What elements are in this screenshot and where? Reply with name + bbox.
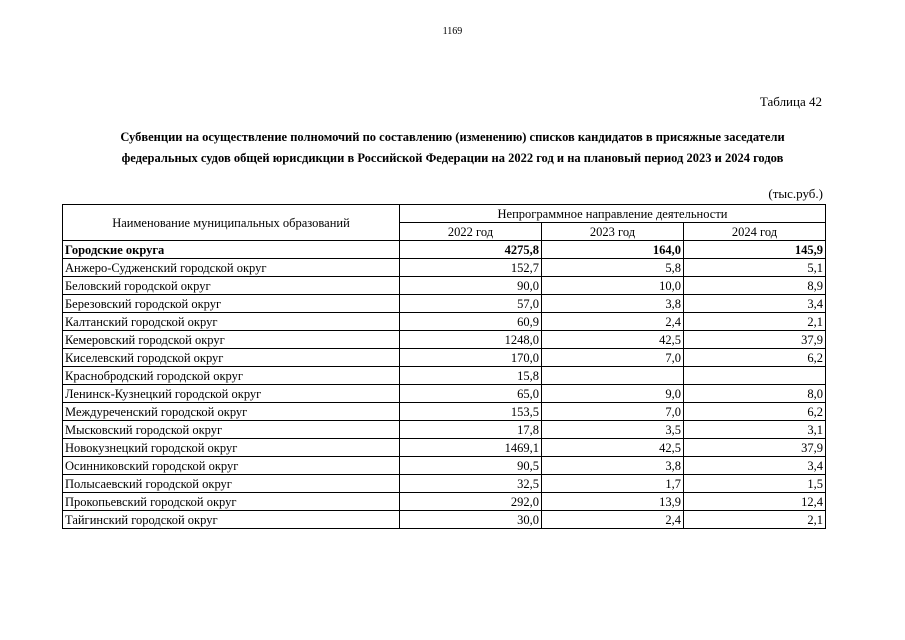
title-line-1: Субвенции на осуществление полномочий по составлению (изменению) списков кандидатов в присяжные заседатели [120,130,785,144]
value-2022-cell: 292,0 [400,493,542,511]
value-2024-cell: 6,2 [684,403,826,421]
value-2024-cell: 37,9 [684,439,826,457]
value-2023-cell: 13,9 [542,493,684,511]
value-2024-cell: 3,4 [684,295,826,313]
value-2022-cell: 170,0 [400,349,542,367]
table-row [63,349,826,367]
value-2024-cell: 145,9 [684,241,826,259]
value-2024-cell [684,367,826,385]
value-2024-cell: 8,9 [684,277,826,295]
units-label: (тыс.руб.) [768,186,823,201]
value-2023-cell: 9,0 [542,385,684,403]
value-2022-cell: 90,5 [400,457,542,475]
table-row [63,331,826,349]
value-2022-cell: 32,5 [400,475,542,493]
municipality-name-cell: Беловский городской округ [63,277,400,295]
value-2023-cell: 2,4 [542,511,684,529]
page-number: 1169 [442,26,463,37]
municipality-name-cell: Ленинск-Кузнецкий городской округ [63,385,400,403]
value-2023-cell: 2,4 [542,313,684,331]
value-2023-cell: 164,0 [542,241,684,259]
municipality-name-cell: Краснобродский городской округ [63,367,400,385]
document-title [40,127,865,169]
municipality-name-cell: Тайгинский городской округ [63,511,400,529]
value-2024-cell: 37,9 [684,331,826,349]
value-2024-cell: 8,0 [684,385,826,403]
value-2024-cell: 2,1 [684,313,826,331]
value-2023-cell [542,367,684,385]
value-2022-cell: 60,9 [400,313,542,331]
table-row [63,475,826,493]
title-line-2: федеральных судов общей юрисдикции в Российской Федерации на 2022 год и на плановый период 2023 и 2024 годов [121,151,784,165]
header-activity-direction: Непрограммное направление деятельности [400,205,826,223]
header-year-2023: 2023 год [542,223,684,241]
value-2022-cell: 15,8 [400,367,542,385]
value-2023-cell: 10,0 [542,277,684,295]
value-2024-cell: 5,1 [684,259,826,277]
table-row [63,259,826,277]
header-municipality: Наименование муниципальных образований [63,205,400,241]
value-2023-cell: 3,8 [542,295,684,313]
table-row [63,403,826,421]
value-2023-cell: 42,5 [542,331,684,349]
municipality-name-cell: Киселевский городской округ [63,349,400,367]
municipality-name-cell: Новокузнецкий городской округ [63,439,400,457]
value-2022-cell: 153,5 [400,403,542,421]
table-row [63,439,826,457]
value-2023-cell: 7,0 [542,349,684,367]
municipality-name-cell: Мысковский городской округ [63,421,400,439]
value-2022-cell: 17,8 [400,421,542,439]
value-2023-cell: 7,0 [542,403,684,421]
table-row [63,313,826,331]
municipality-name-cell: Осинниковский городской округ [63,457,400,475]
value-2023-cell: 42,5 [542,439,684,457]
value-2022-cell: 65,0 [400,385,542,403]
value-2022-cell: 30,0 [400,511,542,529]
value-2022-cell: 57,0 [400,295,542,313]
table-row [63,457,826,475]
value-2024-cell: 2,1 [684,511,826,529]
value-2024-cell: 3,1 [684,421,826,439]
value-2022-cell: 1469,1 [400,439,542,457]
value-2022-cell: 152,7 [400,259,542,277]
table-row [63,511,826,529]
municipality-name-cell: Анжеро-Судженский городской округ [63,259,400,277]
municipality-name-cell: Городские округа [63,241,400,259]
value-2022-cell: 1248,0 [400,331,542,349]
municipality-name-cell: Междуреченский городской округ [63,403,400,421]
value-2024-cell: 1,5 [684,475,826,493]
table-row [63,385,826,403]
municipality-name-cell: Березовский городской округ [63,295,400,313]
value-2023-cell: 5,8 [542,259,684,277]
table-header-row [63,205,826,223]
value-2022-cell: 4275,8 [400,241,542,259]
header-year-2024: 2024 год [684,223,826,241]
value-2022-cell: 90,0 [400,277,542,295]
value-2024-cell: 12,4 [684,493,826,511]
value-2023-cell: 1,7 [542,475,684,493]
table-row [63,277,826,295]
table-row [63,421,826,439]
municipality-name-cell: Прокопьевский городской округ [63,493,400,511]
header-year-2022: 2022 год [400,223,542,241]
municipality-name-cell: Калтанский городской округ [63,313,400,331]
table-label: Таблица 42 [759,94,822,109]
municipality-name-cell: Кемеровский городской округ [63,331,400,349]
value-2024-cell: 3,4 [684,457,826,475]
value-2024-cell: 6,2 [684,349,826,367]
table-row [63,367,826,385]
value-2023-cell: 3,5 [542,421,684,439]
value-2023-cell: 3,8 [542,457,684,475]
table-body [63,241,826,529]
table-row [63,295,826,313]
table-row-total [63,241,826,259]
municipality-name-cell: Полысаевский городской округ [63,475,400,493]
subsidies-table [62,204,826,529]
table-row [63,493,826,511]
